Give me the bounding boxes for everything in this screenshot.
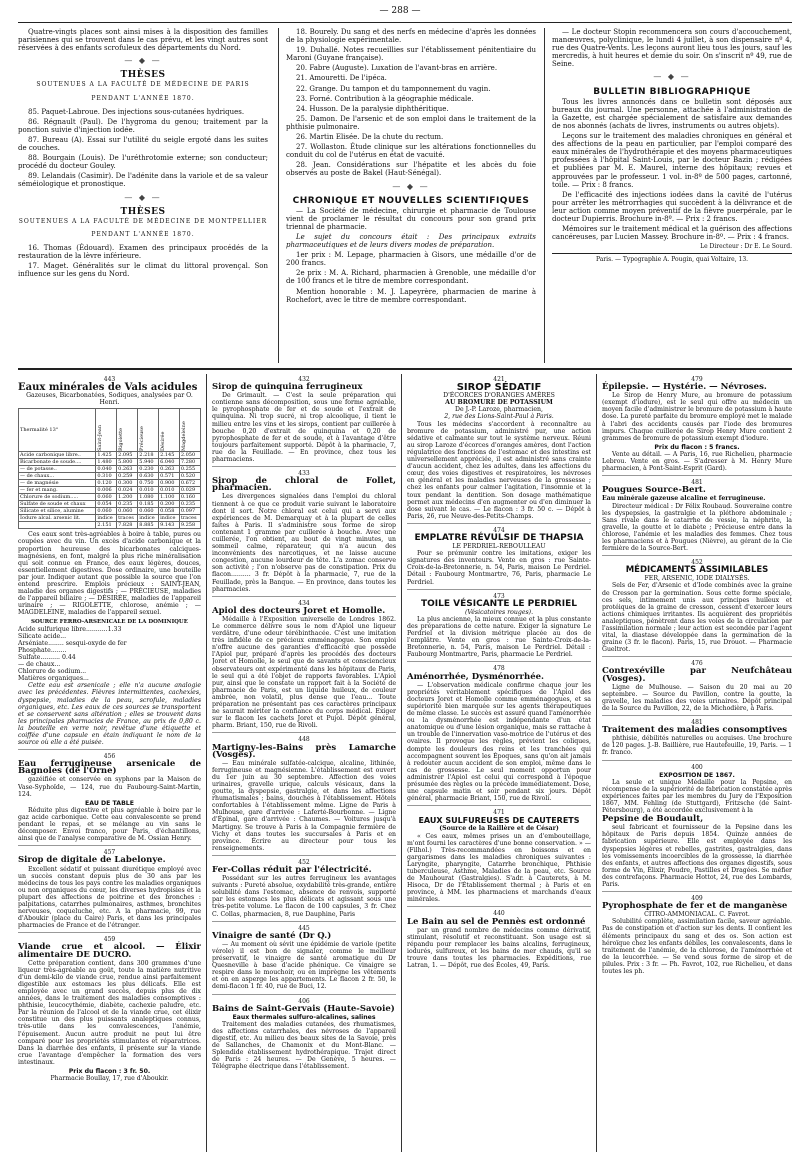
table-cell: 0.310 xyxy=(96,473,117,480)
sirop-sedatif-subtitle: D'ÉCORCES D'ORANGES AMÈRES xyxy=(443,392,555,400)
table-cell: 2.151 xyxy=(96,522,117,529)
ornament-divider: — ◆ — xyxy=(124,192,162,202)
table-cell: 9.258 xyxy=(179,522,200,529)
table-cell: 0.230 xyxy=(138,466,159,473)
section-rule xyxy=(18,368,792,370)
bagnoles-title: Eau ferrugineuse arsenicale de Bagnoles (de l'Orne) xyxy=(18,759,201,777)
table-cell: 9.143 xyxy=(159,522,180,529)
thesis-item: 24. Husson. De la paralysie diphthéritique. xyxy=(296,104,449,113)
column-rule xyxy=(278,28,279,363)
column-header: Magdeleine xyxy=(180,421,187,452)
column-theses xyxy=(18,28,268,358)
table-cell: 0.263 xyxy=(159,466,180,473)
viande-title: Viande crue et alcool. — Élixir alimentaire DE DUCRO. xyxy=(18,942,201,960)
ads-column-2 xyxy=(212,374,396,1152)
table-cell: 0.255 xyxy=(179,466,200,473)
ad-number: 452 xyxy=(691,559,703,567)
table-row xyxy=(19,452,201,459)
table-cell: 2.218 xyxy=(138,452,159,459)
ad-number: 479 xyxy=(691,376,703,383)
table-cell: 0.259 xyxy=(117,473,138,480)
chronique-paragraph: — La Société de médecine, chirurgie et pharmacie de Toulouse vient de proclamer le résultat du concours pour son grand prix triennal de pharmacie. xyxy=(286,206,536,231)
quinquina-text: De Grimault. — C'est la seule préparation qui contienne sans décomposition, sous une forme agréable, le pyrophosphate de fer et de soude et l'extrait de quinquina. Ni trop sucré, ni trop alcoolique, il tient le milieu entre les vins et les sirops, contient par cuillerée à bouche 0,20 d'extrait de quinquina et 0,20 de pyrophosphate de fer et de soude, et à l'avantage d'être toujours parfaitement supporté. Dépôt à la pharmacie, 7, rue de la Feuillade. — En province, chez tous les pharmaciens. xyxy=(212,392,396,467)
table-cell: 7.828 xyxy=(117,522,138,529)
table-cell: 0.058 xyxy=(159,508,180,515)
vals-title: Eaux minérales de Vals acidules xyxy=(18,382,198,394)
column-header: Désirée xyxy=(160,431,167,452)
ad-number: 445 xyxy=(298,924,310,932)
table-cell: 0.024 xyxy=(117,487,138,494)
thesis-item: 85. Paquet-Labroue. Des injections sous-cutanées hydriques. xyxy=(28,107,245,116)
table-cell: 0.185 xyxy=(138,501,159,508)
pennes-text: par un grand nombre de médecins comme dérivatif, stimulant, résolutif et reconstituant. Son usage est si répandu pour remplacer les bains alcalins, ferrugineux, iodurés, sulfureux, et les bains de mer chauds, qu'il se trouve dans toutes les pharmacies. Expéditions, rue Latran, 1. — Dépôt, rue des Écoles, 49, Paris. xyxy=(407,926,591,970)
table-cell: 0.571 xyxy=(159,473,180,480)
table-label: Thermalité 13° xyxy=(19,409,96,452)
vals-subtitle: Gazeuses, Bicarbonatées, Sodiques, analysées par O. Henri. xyxy=(26,392,193,407)
cauterets-subtitle: (Source de la Raillère et de César) xyxy=(439,825,559,833)
table-cell: 2.145 xyxy=(159,452,180,459)
sirop-sedatif-author: De J.-P. Laroze, pharmacien, xyxy=(454,406,544,414)
ads-column-3 xyxy=(407,374,591,1152)
apiol-title: Apiol des docteurs Joret et Homolle. xyxy=(212,605,386,616)
table-cell: traces xyxy=(117,515,138,522)
table-cell: 1.480 xyxy=(96,459,117,466)
paris-theses-subtitle: SOUTENUES A LA FACULTÉ DE MÉDECINE DE PARIS xyxy=(36,81,250,89)
table-cell: indice xyxy=(96,515,117,522)
traitement-title: Traitement des maladies consomptives xyxy=(602,725,788,736)
exposition-title: EXPOSITION DE 1867. xyxy=(659,771,735,779)
thesis-item: 16. Thomas (Édouard). Examen des principaux procédés de la restauration de la lèvre inférieure. xyxy=(18,243,268,260)
ads-column-4 xyxy=(602,374,792,1152)
montpellier-theses-subtitle: SOUTENUES A LA FACULTÉ DE MÉDECINE DE MONTPELLIER xyxy=(18,217,268,225)
ad-number: 452 xyxy=(298,858,310,866)
boudault-title: Pepsine de Boudault, xyxy=(602,814,704,825)
ad-number: 457 xyxy=(103,849,116,857)
ornament-divider: — ◆ — xyxy=(124,56,162,66)
toile-vesicante-title: TOILE VÉSICANTE LE PERDRIEL xyxy=(421,598,577,609)
row-label xyxy=(19,522,96,529)
sirop-sedatif-text: Tous les médecins s'accordent à reconnaître au bromure de potassium, administré pur, une action sédative et calmante sur tout le système nerveux. Réuni au sirop Laroze d'écorces d'oranges amères, dont l'action régulatrice des fonctions de l'estomac et des intestins est universellement appréciée, il est administré sans crainte d'aucun accident, chez les adultes, dans les affections du cœur, des voies digestives et respiratoires, les névroses en général et les maladies nerveuses de la grossesse ; chez les enfants pour calmer l'agitation, l'insomnie et la toux pendant la dentition. Son dosage mathématique permet aux médecins d'en augmenter ou d'en diminuer la dose suivant le cas. — Le flacon : 3 fr. 50 c. — Dépôt à Paris, 26, rue Neuve-des-Petits-Champs. xyxy=(407,421,591,524)
paris-theses-year: PENDANT L'ANNÉE 1870. xyxy=(91,94,195,102)
table-cell: 0.520 xyxy=(179,473,200,480)
saint-gervais-text: Traitement des maladies cutanées, des rhumatismes, des affections catarrhales, des névroses de l'appareil digestif, etc. Au milieu des beaux sites de la Savoie, près de Sallanches, de Chamonix et du Mont-Blanc. — Splendide établissement hydrothérapique. Trajet direct de Paris : 24 heures. — De Genève, 5 heures. — Télégraphe électrique dans l'établissement. xyxy=(212,1020,396,1071)
table-row xyxy=(19,480,201,487)
exposition-text: La seule et unique Médaille pour la Pepsine, en récompense de la supériorité de fabrication constatée après expériences faites par les membres du Jury de l'Exposition 1867, MM. Fehling (de Stuttgard), Fritzsche (de Saint-Pétersbourg), a été accordée exclusivement à la xyxy=(602,778,792,815)
row-label: Iodure alcal. arsenic lit. xyxy=(19,515,96,522)
sirop-sedatif-subtitle-2: AU BROMURE DE POTASSIUM xyxy=(445,399,553,407)
book-entry: Leçons sur le traitement des maladies chroniques en général et des affections de la peau en particulier, par l'emploi comparé des eaux minérales de l'hydrothérapie et des moyens pharmaceutiques professées à l'hôpital Saint-Louis, par le docteur Bazin ; rédigées et publiées par M. E. Maurel, interne des hôpitaux; revues et approuvées par le professeur. 1 vol. in-8º de 500 pages, cartonné, toile. — Prix : 8 francs. xyxy=(552,132,792,189)
table-cell: 0.060 xyxy=(96,508,117,515)
table-row xyxy=(19,487,201,494)
table-cell: 0.160 xyxy=(179,494,200,501)
ad-number: 448 xyxy=(298,736,310,744)
ad-number: 481 xyxy=(691,719,703,727)
martigny-text: — Eau minérale sulfatée-calcique, alcaline, lithinée, ferrugineuse et magnésienne. L'établissement est ouvert du 1er juin au 30 septembre. Affection des voies urinaires, gravelle urique, calculs vésicaux, dans la goutte, la dyspepsie, gastralgie, et dans les affections rhumatismales ; bains, douches à l'établissement. Hôtels confortables à l'établissement même. Ligne de Paris à Mulhouse, gare d'arrivée : Laferté-Bourbonne. — Ligne d'Épinal, gare d'arrivée : Chaumes. — Voitures jusqu'à Martigny. Se trouve à Paris à la Compagnie fermière de Vichy et dans toutes les succursales à Paris et en province. Écrire au directeur pour tous les renseignements. xyxy=(212,760,396,856)
contrexeville-text: Ligne de Mulhouse. — Saison du 20 mai au 20 septembre. — Source du Pavillon, contre la goutte, la gravelle, les maladies des voies urinaires. Dépôt principal de la Source du Pavillon, 22, de la Michodière, à Paris. xyxy=(602,684,792,716)
table-cell: 0.006 xyxy=(96,487,117,494)
table-cell: 5.940 xyxy=(138,459,159,466)
ad-number: 474 xyxy=(493,526,505,534)
ad-number: 473 xyxy=(493,592,505,600)
medicaments-subtitle: FER, ARSENIC, IODE DIALYSÉS. xyxy=(644,575,750,583)
apiol-text: Médaille à l'Exposition universelle de Londres 1862. Le commerce délivre sous le nom d'Apiol une liqueur verdâtre, d'une odeur térébinthacée. C'est une imitation très infidèle de ce précieux emménagogue. Son emploi n'offre aucune des garanties d'efficacité que possède l'Apiol pur, préparé d'après les procédés des docteurs Joret et Homolle, le seul que de savants et consciencieux observateurs ont expérimenté dans les hôpitaux de Paris, le seul qui a été l'objet de rapports favorables. L'Apiol pur, ainsi que le constate un rapport fait à la Société de pharmacie de Paris, est un liquide huileux, de couleur ambrée, non volatil, plus dense que l'eau... Toute préparation ne présentant pas ces caractères principaux ne saurait mériter la confiance du corps médical. Exiger sur le flacon les cachets Joret et Pujol. Dépôt général, pharm. Briant, 150, rue de Rivoli. xyxy=(212,616,396,734)
thesis-item: 22. Grange. Du tampon et du tamponnement du vagin. xyxy=(296,84,491,93)
ad-number: 434 xyxy=(298,599,310,607)
ads-column-1 xyxy=(18,374,201,1152)
imprint: Paris. — Typographie A. Pougin, quai Voltaire, 13. xyxy=(595,256,749,264)
toile-vesicante-text: La plus ancienne, la mieux connue et la plus constante des préparations de cette nature. Exiger la signature Le Perdriel et la division métrique placée au dos de l'emplâtre. Vente en gros : rue Sainte-Croix-de-la-Bretonnerie, n. 54, Paris, maison Le Perdriel. Détail : Faubourg Montmartre, Paris, pharmacie Le Perdriel. xyxy=(407,616,591,663)
thesis-item: 20. Fabre (Auguste). Luxation de l'avant-bras en arrière. xyxy=(296,64,498,73)
column-header: Rigolette xyxy=(118,428,125,452)
table-row xyxy=(19,473,201,480)
toile-vesicante-subtitle: (Vésicatoires rouges). xyxy=(464,608,534,616)
table-cell: 1.100 xyxy=(159,494,180,501)
course-announcement: — Le docteur Stopin recommencera son cours d'accouchement, manœuvres, polyclinique, le lundi 4 juillet, à son dispensaire nº 4, rue des Quatre-Vents. Les leçons auront lieu tous les jours, sauf les mercredis, à huit heures et demie du soir. On s'inscrit nº 49, rue de Seine. xyxy=(552,28,792,69)
column-theses-continued xyxy=(286,28,536,358)
ad-number: 432 xyxy=(298,376,310,383)
boudault-text: seul fabricant et fournisseur de la Pepsine dans les hôpitaux de Paris depuis 1854. Quinze années de fabrication supérieure. Elle est employée dans les dyspepsies légères et rebelles, gastrites, gastralgies, dans les vomissements incoercibles de la grossesse, la diarrhée des enfants, et autres affections des organes digestifs, sous forme de Vin, Élixir, Poudre, Pastilles et Dragées. Se méfier des contrefaçons. Pharmacie Hottot, 24, rue des Lombards, Paris. xyxy=(602,824,792,892)
thesis-item: 19. Duhallé. Notes recueillies sur l'établissement pénitentiaire du Maroni (Guyane française). xyxy=(286,46,536,63)
ad-number: 400 xyxy=(691,763,703,771)
table-body xyxy=(19,452,201,529)
table-cell: 0.010 xyxy=(138,487,159,494)
column-header: Saint-Jean xyxy=(97,425,104,452)
thapsia-subtitle: LE PERDRIEL-REBOULLEAU xyxy=(452,543,546,551)
ferro-line: Phosphate........ xyxy=(18,646,67,654)
row-label: Chlorure de sodium..... xyxy=(19,494,96,501)
ad-number: 478 xyxy=(493,665,505,673)
ferro-line: Chlorure de sodium... xyxy=(18,668,87,676)
pyrophosphate-subtitle: CITRO-AMMONIACAL. C. Favrot. xyxy=(644,911,750,919)
labelonye-title: Sirop de digitale de Labelonye. xyxy=(18,855,166,866)
pougues-title: Pougues Source-Bert. xyxy=(602,485,706,496)
thesis-item: 17. Maget. Généralités sur le climat du littoral provençal. Son influence sur les gens du Nord. xyxy=(18,262,268,279)
epilepsie-text: Le Sirop de Henry Mure, au bromure de potassium (exempt d'iodure), est le seul qui offre au médecin un moyen facile d'administrer le bromure de potassium à haute dose. La pureté parfaite du bromure employé met le malade à l'abri des accidents causés par l'iode des bromures impurs. Chaque cuillerée de Sirop Henry Mure contient 2 grammes de bromure de potassium exempt d'iodure. xyxy=(602,392,792,442)
ad-number: 421 xyxy=(493,376,505,383)
ad-number: 433 xyxy=(298,470,310,478)
pougues-text: Directeur médical : Dr Félix Roubaud. Souveraine contre les dyspepsies, la gastralgie et la pléthore abdominale ; Sans rivale dans le catarrhe de vessie, la néphrite, la gravelle, la goutte et le diabète ; Précieuse entre dans la chlorose, l'anémie et les maladies des femmes. Chez tous les pharmaciens et à Pougues (Nièvre), au gérant de la Cie fermière de la Source-Bert. xyxy=(602,503,792,557)
table-row xyxy=(19,459,201,466)
ferro-line: Sulfate.......... 0.44 xyxy=(18,653,76,661)
table-cell: 0.630 xyxy=(138,473,159,480)
table-row xyxy=(19,501,201,508)
intro-paragraph: Quatre-vingts places sont ainsi mises à la disposition des familles parisiennes qui se trouvent dans le cas prévu, et les vingt autres sont réservées à des enfants scrofuleux des départements du Nord. xyxy=(18,28,268,53)
row-label: — de chaux... xyxy=(19,473,96,480)
chronique-paragraph: Mention honorable : M. J. Lapeyrère, pharmacien de marine à Rochefort, avec le titre de membre correspondant. xyxy=(286,287,536,304)
table-cell: 0.750 xyxy=(138,480,159,487)
table-cell: 1.425 xyxy=(96,452,117,459)
column-bulletin xyxy=(552,28,792,358)
medicaments-title: MÉDICAMENTS ASSIMILABLES xyxy=(625,565,769,576)
chronique-paragraph: Le sujet du concours était : Des principaux extraits pharmaceutiques et de leurs divers modes de préparation. xyxy=(286,232,536,250)
table-cell: 0.900 xyxy=(159,480,180,487)
sirop-sedatif-title: SIROP SÉDATIF xyxy=(456,382,542,394)
thesis-item: 23. Forné. Contribution à la géographie médicale. xyxy=(296,94,474,103)
pyrophosphate-title: Pyrophosphate de fer et de manganèse xyxy=(602,901,788,912)
ad-number: 481 xyxy=(691,479,703,487)
table-row xyxy=(19,494,201,501)
thesis-item: 28. Jean. Considérations sur l'hépatite et les abcès du foie observés au poste de Bakel (Haut-Sénégal). xyxy=(286,161,536,178)
table-cell: 8.885 xyxy=(138,522,159,529)
viande-text: Cette préparation contient, dans 300 grammes d'une liqueur très-agréable au goût, toute la matière nutritive d'un demi-kilo de viande crue, rendue ainsi parfaitement digestible aux estomacs les plus délicats. Elle est employée avec un grand succès, depuis plus de dix années, dans le traitement des maladies consomptives : phthisie, leucocythémie, diabète, cachexie paludre, etc. Par la réunion de l'alcool et de la viande crue, cet élixir constitue un des plus puissants analeptiques connus, très-utile dans les convalescences, l'anémie, l'épuisement. Aucun autre produit ne peut lui être comparé pour les propriétés stimulantes et réparatrices. Dans la diarrhée des enfants, il présente sur la viande crue l'avantage d'empêcher la formation des vers intestinaux. xyxy=(18,959,201,1066)
ad-number: 406 xyxy=(298,997,310,1005)
sirop-sedatif-address: 2, rue des Lions-Saint-Paul à Paris. xyxy=(444,413,554,421)
ferro-line: Silicate acide... xyxy=(18,632,67,640)
page-number: — 288 — xyxy=(379,6,421,16)
bulletin-intro: Tous les livres annoncés dans ce bulletin sont déposés aux bureaux du journal. Une personne, attachée à l'administration de la Gazette, est chargée spécialement de satisfaire aux demandes de nos abonnés (achats de livres, instruments ou autres objets). xyxy=(552,97,792,130)
ad-number: 476 xyxy=(691,660,703,668)
row-label: Silicate et silice, alumine xyxy=(19,508,96,515)
table-row xyxy=(19,466,201,473)
row-label: — de potasse.. xyxy=(19,466,96,473)
row-label: Bicarbonate de soude.... xyxy=(19,459,96,466)
amenorrhee-text: — L'observation médicale confirme chaque jour les propriétés véritablement spécifiques de l'Apiol des docteurs Joret et Homolle comme emménagogues, et sa supériorité bien marquée sur les agents thérapeutiques de même classe. Le succès est assuré quand l'aménorrhée ou la dysménorrhée est indépendante d'un état anatomique ou d'une lésion organique, mais se rattache à un trouble de l'innervation vaso-motrice de l'utérus et des ovaires. Il provoque les règles, prévient les coliques, dompte les douleurs des reins et les tranchées qui accompagnent souvent les Époques, sans qu'on ait jamais à redouter aucun accident de son emploi, même dans le cas de grossesse. Le seul moment opportun pour administrer l'Apiol est celui qui correspond à l'époque présumée des règles ou la précède immédiatement. Dose, une capsule matin et soir pendant six jours. Dépôt général, pharmacie Briant, 150, rue de Rivoli. xyxy=(407,682,591,807)
table-cell: traces xyxy=(179,515,200,522)
ferro-line: Matières organiques... xyxy=(18,675,89,683)
thesis-item: 25. Damon. De l'arsenic et de son emploi dans le traitement de la phthisie pulmonaire. xyxy=(286,114,536,131)
cauterets-title: EAUX SULFUREUSES DE CAUTERETS xyxy=(418,816,580,826)
vinaigre-title: Vinaigre de santé (Dr Q.) xyxy=(212,930,332,941)
vinaigre-text: — Au moment où sévit une épidémie de variole (petite vérole) il est bon de signaler, comme le meilleur préservatif, le vinaigre de santé aromatique du Dr Quesneville à base d'acide phénique. Ce vinaigre se respire dans le mouchoir, ou en imprègne les vêtements et on en asperge les appartements. Le flacon 2 fr. 50, le demi-flacon 1 fr. 40, rue de Buci, 12. xyxy=(212,941,396,995)
column-rule xyxy=(401,374,402,1152)
chronique-paragraph: 2e prix : M. A. Richard, pharmacien à Grenoble, une médaille d'or de 100 francs et le titre de membre correspondant. xyxy=(286,269,536,286)
bulletin-title: BULLETIN BIBLIOGRAPHIQUE xyxy=(593,86,751,97)
chloral-title: Sirop de chloral de Follet, pharmacien. xyxy=(212,476,396,494)
row-label: Sulfate de soude et chaux xyxy=(19,501,96,508)
thesis-item: 26. Martin Elisée. De la chute du rectum. xyxy=(296,133,444,142)
row-label: — de magnésie xyxy=(19,480,96,487)
table-cell: 0.060 xyxy=(96,494,117,501)
table-cell: 0.054 xyxy=(96,501,117,508)
table-eau-heading: EAU DE TABLE xyxy=(85,799,134,807)
table-cell: 0.263 xyxy=(117,466,138,473)
director-signature: Le Directeur : Dr E. Le Sourd. xyxy=(700,243,792,251)
row-label: — fer et mang. xyxy=(19,487,96,494)
pyrophosphate-text: Solubilité complète, assimilation facile, saveur agréable. Pas de constipation et d'action sur les dents. Il contient les éléments principaux du sang et des os. Son action est héroïque chez les enfants débiles, les convalescents, dans le traitement de l'anémie, de la chlorose, de l'aménorrhée et de la leucorrhée. — Se vend sous forme de sirop et de pilules. Prix : 3 fr. — Ph. Favrot, 102, rue Richelieu, et dans toutes les ph. xyxy=(602,918,792,976)
table-cell: 0.097 xyxy=(179,508,200,515)
thesis-item: 88. Bourgain (Louis). De l'uréthrotomie externe; son conducteur; procédé du docteur Gouley. xyxy=(18,154,268,171)
table-cell: 0.200 xyxy=(159,501,180,508)
saint-gervais-title: Bains de Saint-Gervais (Haute-Savoie) xyxy=(212,1003,395,1014)
amenorrhee-title: Aménorrhée, Dysménorrhée. xyxy=(407,671,544,682)
epilepsie-title: Épilepsie. — Hystérie. — Névroses. xyxy=(602,382,767,393)
chronique-title: CHRONIQUE ET NOUVELLES SCIENTIFIQUES xyxy=(292,195,530,206)
vals-analysis-table xyxy=(18,408,201,529)
labelonye-text: Excellent sédatif et puissant diurétique employé avec un succès constant depuis plus de 30 ans par les médecins de tous les pays contre les maladies organiques ou non organiques du cœur, les diverses hydropisies et la plupart des affections de poitrine et des bronches : palpitations, catarrhes pulmonaires, asthmes, bronchites nerveuses, coqueluche, etc. A la pharmacie, 99, rue d'Aboukir (place du Caire) Paris, et dans les principales pharmacies de France et de l'étranger. xyxy=(18,866,201,934)
pougues-subtitle: Eau minérale gazeuse alcaline et ferrugineuse. xyxy=(602,495,766,503)
bagnoles-text: gazéifiée et conservée en syphons par la Maison de Vase-Syphoïde, — 124, rue du Faubourg-Saint-Martin, 124. xyxy=(18,776,201,798)
thesis-item: 27. Wollaston. Étude clinique sur les altérations fonctionnelles du conduit du col de l'utérus en état de vacuité. xyxy=(286,143,536,160)
table-cell: indice xyxy=(159,515,180,522)
thesis-item: 86. Régnault (Paul). De l'hygroma du genou; traitement par la ponction suivie d'injection iodée. xyxy=(18,117,268,134)
thapsia-text: Pour se prémunir contre les imitations, exiger les signatures des inventeurs. Vente en gros : rue Sainte-Croix-de-la-Bretonnerie, n. 54, Paris, maison Le Perdriel. Détail : Faubourg Montmartre, 76, Paris, pharmacie Le Perdriel. xyxy=(407,550,591,589)
ornament-divider: — ◆ — xyxy=(653,72,691,82)
table-cell: 0.300 xyxy=(117,480,138,487)
thesis-item: 21. Amouretti. De l'ipéca. xyxy=(296,74,387,83)
table-row xyxy=(19,508,201,515)
table-cell: 0.040 xyxy=(96,466,117,473)
table-cell: 2.050 xyxy=(179,452,200,459)
table-cell: 6.040 xyxy=(159,459,180,466)
column-header: Précieuse xyxy=(139,426,146,452)
quinquina-title: Sirop de quinquina ferrugineux xyxy=(212,382,363,393)
table-row xyxy=(19,515,201,522)
martigny-title: Martigny-les-Bains près Lamarche (Vosges). xyxy=(212,742,396,760)
ad-number: 409 xyxy=(691,895,703,903)
ad-number: 440 xyxy=(493,910,505,918)
thesis-item: 18. Bourely. Du sang et des nerfs en médecine d'après les données de la physiologie expérimentale. xyxy=(286,28,536,45)
ad-number: 443 xyxy=(103,376,116,383)
fer-collas-title: Fer-Collas réduit par l'électricité. xyxy=(212,865,372,875)
saint-gervais-subtitle: Eaux thermales sulfuro-alcalines, salines xyxy=(232,1013,376,1021)
viande-address: Pharmacie Boullay, 17, rue d'Aboukir. xyxy=(50,1075,169,1083)
chloral-text: Les divergences signalées dans l'emploi du chloral tiennent à ce que ce produit varie suivant le laboratoire dont il sort. Notre chloral est celui qui a servi aux expériences de M. Demarquay et à la plupart de celles faites à Paris. Il s'administre sous forme de sirop contenant 1 gramme par cuillerée à bouche. Avec une cuillerée, l'on obtient, au bout de vingt minutes, un sommeil calme, réparateur, qui n'a aucun des inconvénients des narcotiques, et ne laisse aucune congestion, aucune lourdeur de tête. L'a zomac conserve son activité ; l'on n'observe pas de constipation. Prix du flacon.......... 3 fr. Dépôt à la pharmacie, 7, rue de la Feuillade, près la Banque. — En province, dans toutes les pharmacies. xyxy=(212,493,396,596)
column-rule xyxy=(596,374,597,1152)
ornament-divider: — ◆ — xyxy=(392,181,430,191)
thesis-item: 87. Bureau (A). Essai sur l'utilité du seigle ergoté dans les suites de couches. xyxy=(18,135,268,153)
medicaments-text: Sels de Fer, d'Arsenic et d'Iode combinés avec la graine de Cresson par la germination. Sous cette forme spéciale, ces sels, intimement unis aux principes huileux et protéiques de la graine de cresson, cessent d'exercer leurs actions chimiques irritantes. Ils acquièrent des propriétés analeptiques, pénètrent dans les voies de la circulation par l'assimilation normale ; leur action est secondée par l'agent vital, la diastase développée dans la germination de la graine (3 fr. le flacon). Paris, 15, rue Drouot. — Pharmacie Gueltrot. xyxy=(602,582,792,657)
montpellier-theses-year: PENDANT L'ANNÉE 1870. xyxy=(91,230,195,238)
vals-text: Ces eaux sont très-agréables à boire à table, pures ou coupées avec du vin. Un excès d'acide carbonique et la proportion heureuse des bicarbonates calciques-magnésiens, en font, malgré la plus riche minéralisation qui soit connue en France, des eaux légères, douces, essentiellement digestives. Dose ordinaire, une bouteille par jour. Indiquer autant que possible la source que l'on entend prescrire. Emplois précieux : SAINT-JEAN, maladie des organes digestifs ; — PRÉCIEUSE, maladies de l'appareil biliaire ; — DÉSIRÉE, maladies de l'appareil urinaire ; — RIGOLETTE, chlorose, anémie ; — MAGDELEINE, maladies de l'appareil sexuel. xyxy=(18,531,201,617)
column-rule xyxy=(206,374,207,1152)
pennes-title: Le Bain au sel de Pennès est ordonné xyxy=(407,916,586,927)
contrexeville-title: Contrexéville par Neufchâteau (Vosges). xyxy=(602,666,792,684)
table-cell: 0.010 xyxy=(159,487,180,494)
table-cell: 0.029 xyxy=(179,487,200,494)
ferro-line: — de chaux... xyxy=(18,661,61,669)
row-label: Acide carbonique libre.. xyxy=(19,452,96,459)
ferro-line: Arséniate........ sesqui-oxyde de fer xyxy=(18,639,127,647)
table-cell: indice xyxy=(138,515,159,522)
ferro-text: Cette eau est arsenicale ; elle n'a aucune analogie avec les précédentes. Fièvres intermittentes, cachexies, dyspepsie, maladies de la peau, scrofule, maladies organiques, etc. Les eaux de ces sources se transportent et se conservent sans altération ; elles se trouvent dans les principales pharmacies de France, au prix de 0,80 c. la bouteille en verre noir, revêtue d'une étiquette et coiffée d'une capsule en étain indiquant le nom de la source où elle a été puisée. xyxy=(18,682,201,750)
chronique-paragraph: 1er prix : M. Lepage, pharmacien à Gisors, une médaille d'or de 200 francs. xyxy=(286,251,536,268)
ad-number: 471 xyxy=(493,809,505,817)
top-rule xyxy=(18,22,792,23)
fer-collas-text: Possédant sur les autres ferrugineux les avantages suivants : Pureté absolue, oxydabilité très-grande, entière solubilité dans l'estomac, absence de renvois, supporté par les estomacs les plus délicats et agissant sous une très-petite volume. Le flacon de 100 capsules, 3 fr. Chez C. Collas, pharmacien, 8, rue Dauphine, Paris xyxy=(212,875,396,922)
paris-theses-title: THÈSES xyxy=(120,70,166,81)
bagnoles-text-2: Réduite plus digestive et plus agréable à boire par le gaz acide carbonique. Cette eau convalescente se prend pendant le repas, et se mélange au vin sans le décomposer. Envoi franco, pour Paris, d'échantillons, ainsi que de l'analyse comparative de M. Ossian Henry. xyxy=(18,807,201,846)
traitement-text: phthisie, débilités naturelles ou acquises. Une brochure de 120 pages. J.-B. Baillière, rue Hautefeuille, 19, Paris. — 1 fr. franco. xyxy=(602,735,792,760)
viande-price: Prix du flacon : 3 fr. 50. xyxy=(68,1068,151,1076)
ferro-lines xyxy=(18,626,201,683)
table-cell: 5.800 xyxy=(117,459,138,466)
table-cell: 0.672 xyxy=(179,480,200,487)
table-cell: 0.060 xyxy=(117,508,138,515)
epilepsie-price: Prix du flacon : 5 francs. xyxy=(654,443,740,451)
table-cell: 2.095 xyxy=(117,452,138,459)
table-cell: 0.060 xyxy=(138,508,159,515)
table-cell: 1.200 xyxy=(117,494,138,501)
thapsia-title: EMPLATRE RÉVULSIF DE THAPSIA xyxy=(414,532,584,543)
ad-number: 456 xyxy=(103,753,116,761)
table-cell: 7.280 xyxy=(179,459,200,466)
montpellier-theses-title: THÈSES xyxy=(120,206,166,217)
table-row xyxy=(19,522,201,529)
table-cell: 0.235 xyxy=(179,501,200,508)
table-cell: 0.120 xyxy=(96,480,117,487)
book-entry: Mémoires sur le traitement médical et la guérison des affections cancéreuses, par Lucien Massey. Brochure in-8º. — Prix : 4 francs. xyxy=(552,225,792,242)
ferro-title: SOURCE FERRO-ARSENICALE DE LA DOMINIQUE xyxy=(31,618,188,625)
ad-number: 459 xyxy=(103,936,116,944)
table-cell: 1.080 xyxy=(138,494,159,501)
column-rule xyxy=(544,28,545,363)
cauterets-text: « Ces eaux, mêmes prises un an d'embouteillage, m'ont fourni les caractères d'une bonne conservation. » — (Filhol.) Très-recommandées en boissons et en gargarismes dans les maladies chroniques suivantes : Laryngite, pharyngite, Catarrhe bronchique, Phthisie tuberculeuse, Asthme, Maladies de la peau, etc. Source de Mauhourat (Gastralgies). S'adr. à Cauterets, à M. Hisoca, Dr de l'Établissement thermal ; à Paris et en province, à MM. les pharmaciens et marchands d'eaux minérales. xyxy=(407,833,591,908)
table-cell: 0.235 xyxy=(117,501,138,508)
epilepsie-address: Vente au détail. — A Paris, 16, rue Richelieu, pharmacie Lebrou. Vente en gros. — S'adresser à M. Henry Mure pharmacien, à Pont-Saint-Esprit (Gard). xyxy=(602,451,792,476)
thesis-item: 89. Lelandais (Casimir). De l'adénite dans la variole et de sa valeur séméiologique et pronostique. xyxy=(18,172,268,189)
book-entry: De l'efficacité des injections iodées dans la cavité de l'utérus pour arrêter les métrorrhagies qui succèdent à la délivrance et de leur action comme moyen préventif de la fièvre puerpérale, par le docteur Dupierris. Brochure in-8º. — Prix : 2 francs. xyxy=(552,190,792,223)
ferro-line: Acide sulfurique libre...........1.33 xyxy=(18,625,122,633)
